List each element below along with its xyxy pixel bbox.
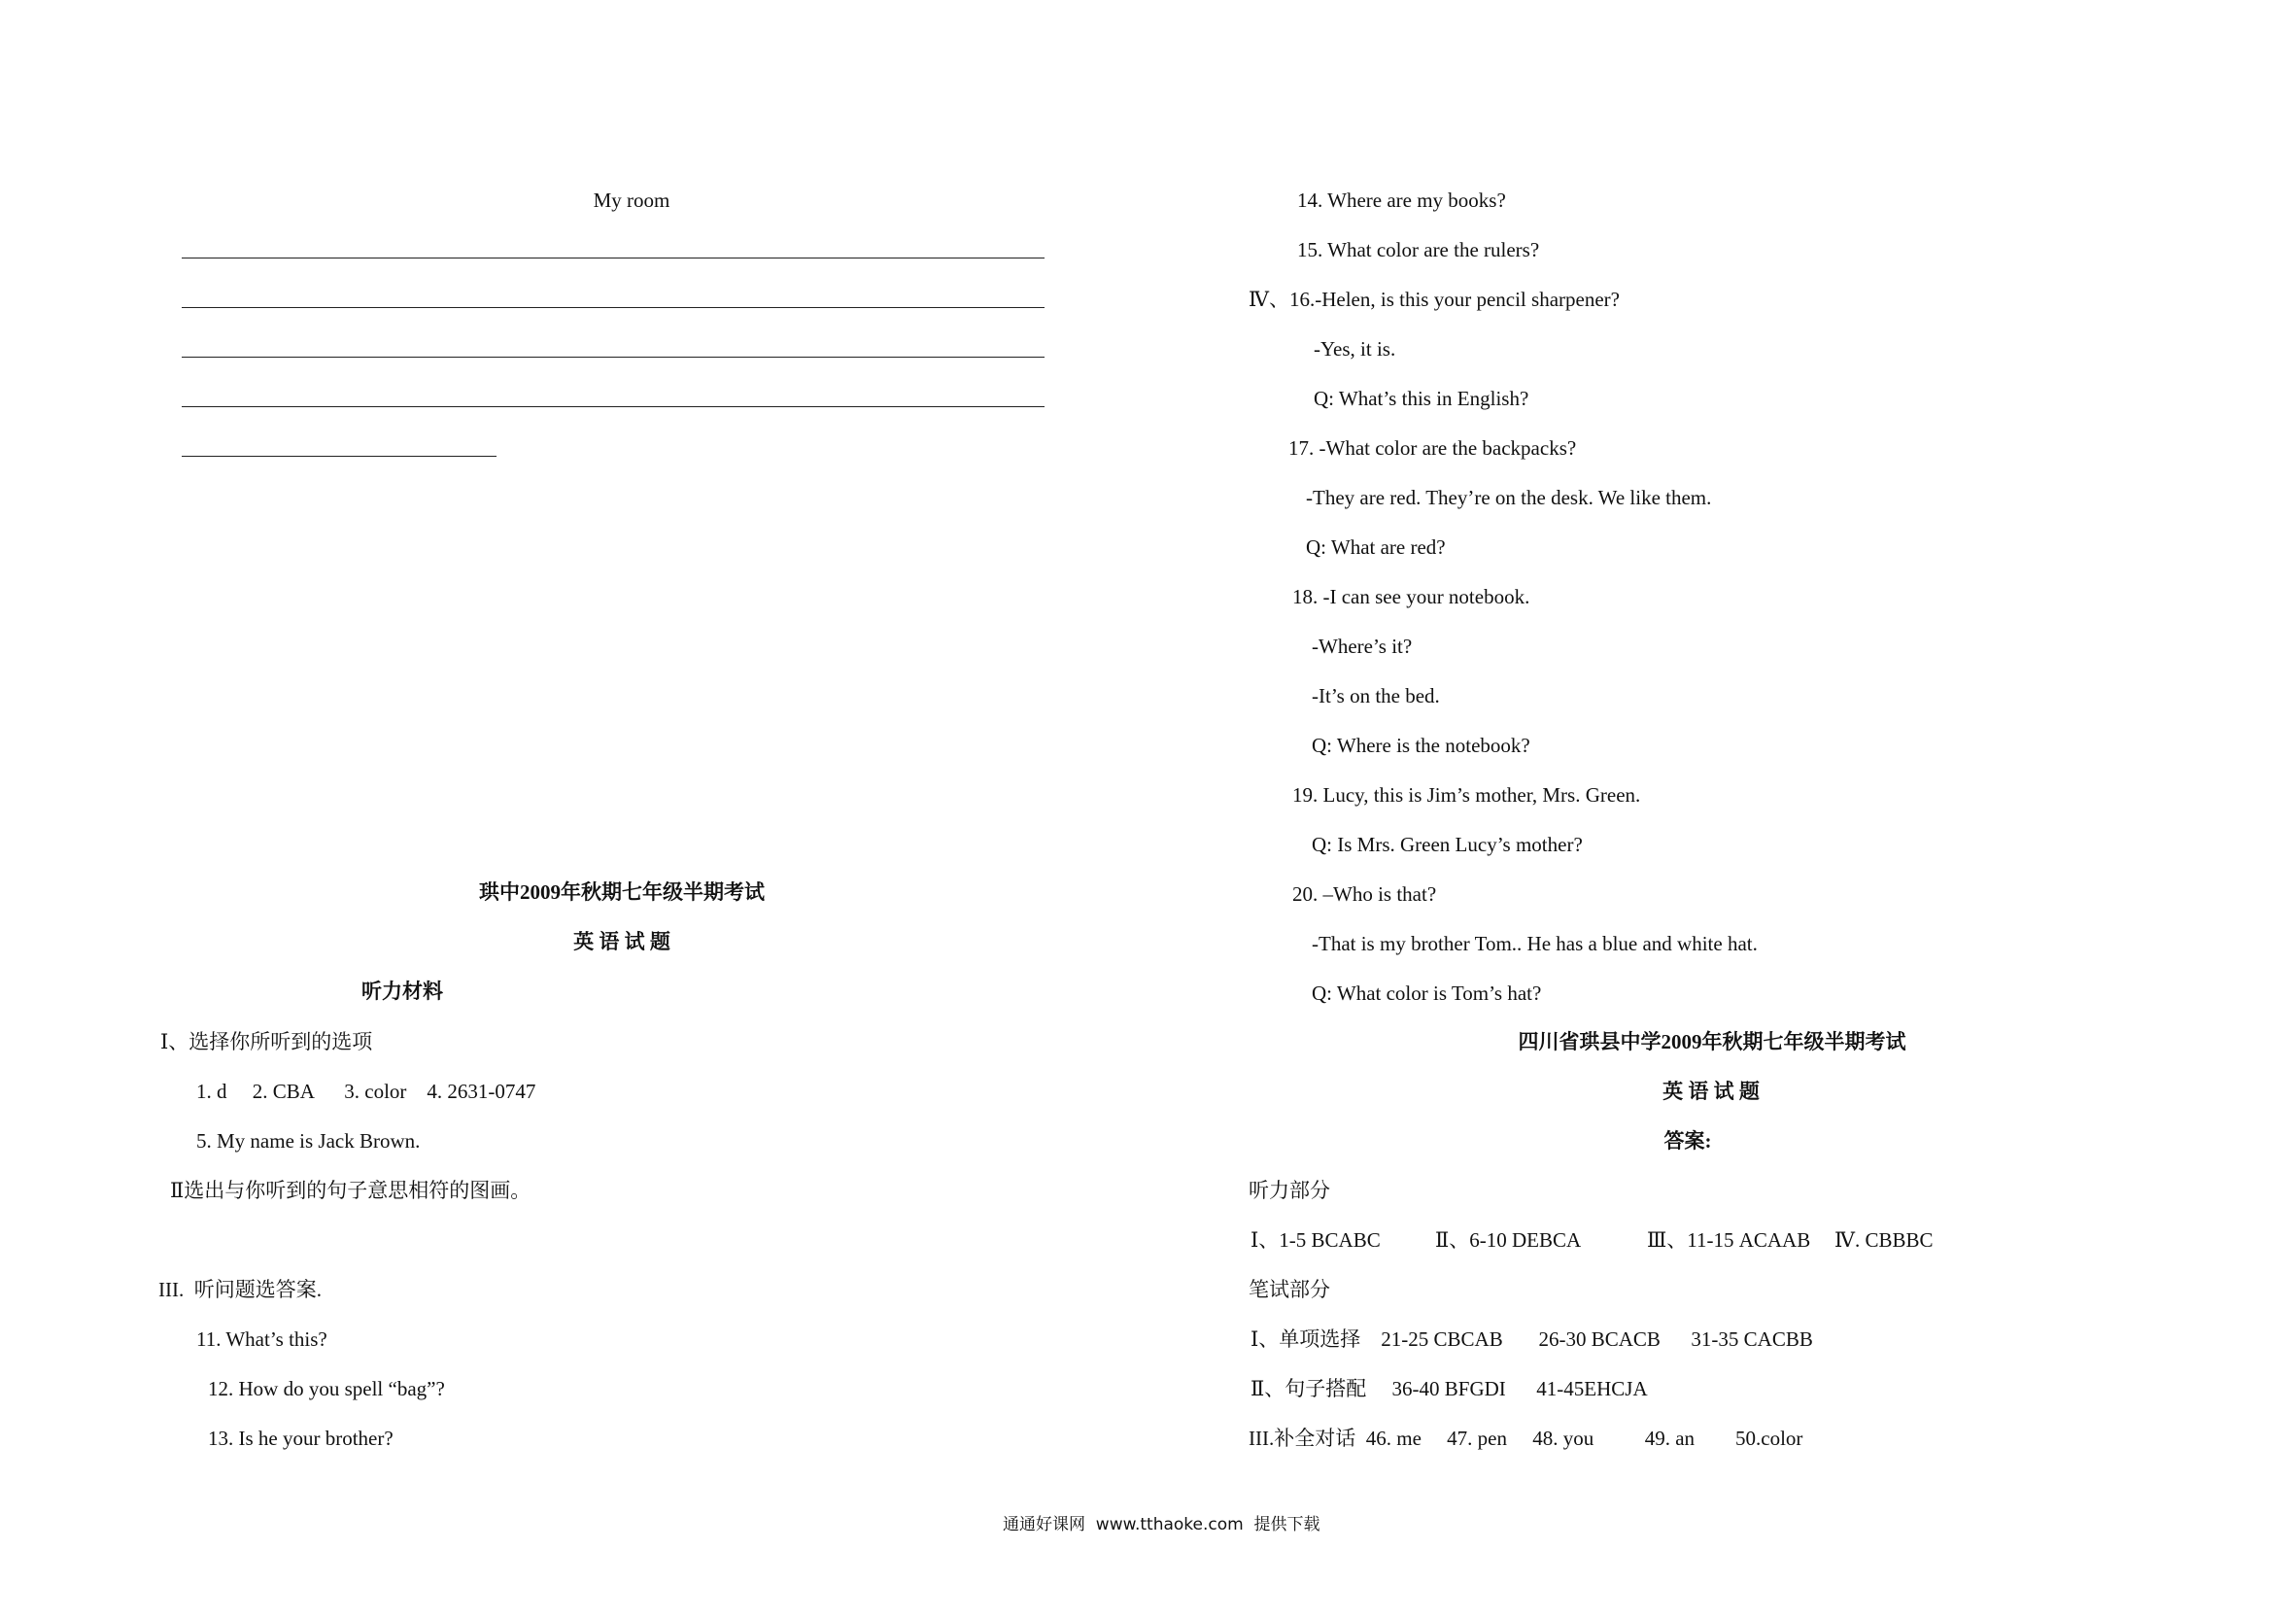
writing-line-2 (182, 307, 1045, 308)
page-footer: 通通好课网 www.tthaoke.com 提供下载 (1003, 1515, 1320, 1534)
question-15: 15. What color are the rulers? (1297, 238, 1540, 261)
listening-answers-i: Ⅰ、1-5 BCABC (1251, 1228, 1381, 1252)
question-20-b: -That is my brother Tom.. He has a blue and white hat. (1312, 932, 1758, 955)
writing-line-3 (182, 357, 1045, 358)
listening-answers-iv: Ⅳ. CBBBC (1834, 1228, 1934, 1252)
question-19-b: Q: Is Mrs. Green Lucy’s mother? (1312, 833, 1583, 856)
writing-line-4 (182, 406, 1045, 407)
part1-heading: Ⅰ、选择你所听到的选项 (160, 1030, 373, 1053)
question-16-b: -Yes, it is. (1314, 337, 1396, 361)
section-title: 听力材料 (361, 980, 443, 1003)
listening-answers-ii: Ⅱ、6-10 DEBCA (1435, 1228, 1582, 1252)
question-16-a: Ⅳ、16.-Helen, is this your pencil sharpener? (1249, 288, 1620, 311)
part3-heading: III. 听问题选答案. (158, 1278, 322, 1301)
question-17-b: -They are red. They’re on the desk. We like them. (1306, 486, 1712, 509)
answer-title: 四川省珙县中学2009年秋期七年级半期考试 (1518, 1030, 1906, 1053)
question-13: 13. Is he your brother? (208, 1427, 394, 1450)
writing-label: 笔试部分 (1249, 1278, 1330, 1301)
listening-answers-iii: Ⅲ、11-15 ACAAB (1647, 1228, 1811, 1252)
question-18-c: -It’s on the bed. (1312, 684, 1440, 707)
question-16-c: Q: What’s this in English? (1314, 387, 1529, 410)
writing-answers-iii: III.补全对话 46. me 47. pen 48. you 49. an 50.color (1249, 1427, 1803, 1450)
question-18-d: Q: Where is the notebook? (1312, 734, 1530, 757)
exam-title: 珙中2009年秋期七年级半期考试 (479, 880, 765, 904)
part2-heading: Ⅱ选出与你听到的句子意思相符的图画。 (170, 1179, 531, 1202)
essay-title: My room (593, 189, 670, 212)
question-12: 12. How do you spell “bag”? (208, 1377, 445, 1400)
question-20-c: Q: What color is Tom’s hat? (1312, 982, 1542, 1005)
exam-subject: 英 语 试 题 (573, 930, 670, 953)
question-14: 14. Where are my books? (1297, 189, 1506, 212)
part1-line2: 5. My name is Jack Brown. (196, 1129, 421, 1153)
writing-answers-ii: Ⅱ、句子搭配 36-40 BFGDI 41-45EHCJA (1251, 1377, 1648, 1400)
writing-line-5 (182, 456, 497, 457)
question-17-a: 17. -What color are the backpacks? (1288, 436, 1577, 460)
question-18-a: 18. -I can see your notebook. (1292, 585, 1530, 608)
answer-subject: 英 语 试 题 (1662, 1080, 1760, 1103)
writing-answers-i: Ⅰ、单项选择 21-25 CBCAB 26-30 BCACB 31-35 CACBB (1251, 1327, 1813, 1351)
listening-label: 听力部分 (1249, 1179, 1330, 1202)
answer-label: 答案: (1663, 1129, 1712, 1153)
part1-line1: 1. d 2. CBA 3. color 4. 2631-0747 (196, 1080, 536, 1103)
question-11: 11. What’s this? (196, 1327, 327, 1351)
question-20-a: 20. –Who is that? (1292, 882, 1437, 906)
question-17-c: Q: What are red? (1306, 535, 1446, 559)
question-18-b: -Where’s it? (1312, 635, 1413, 658)
question-19-a: 19. Lucy, this is Jim’s mother, Mrs. Green. (1292, 783, 1641, 807)
